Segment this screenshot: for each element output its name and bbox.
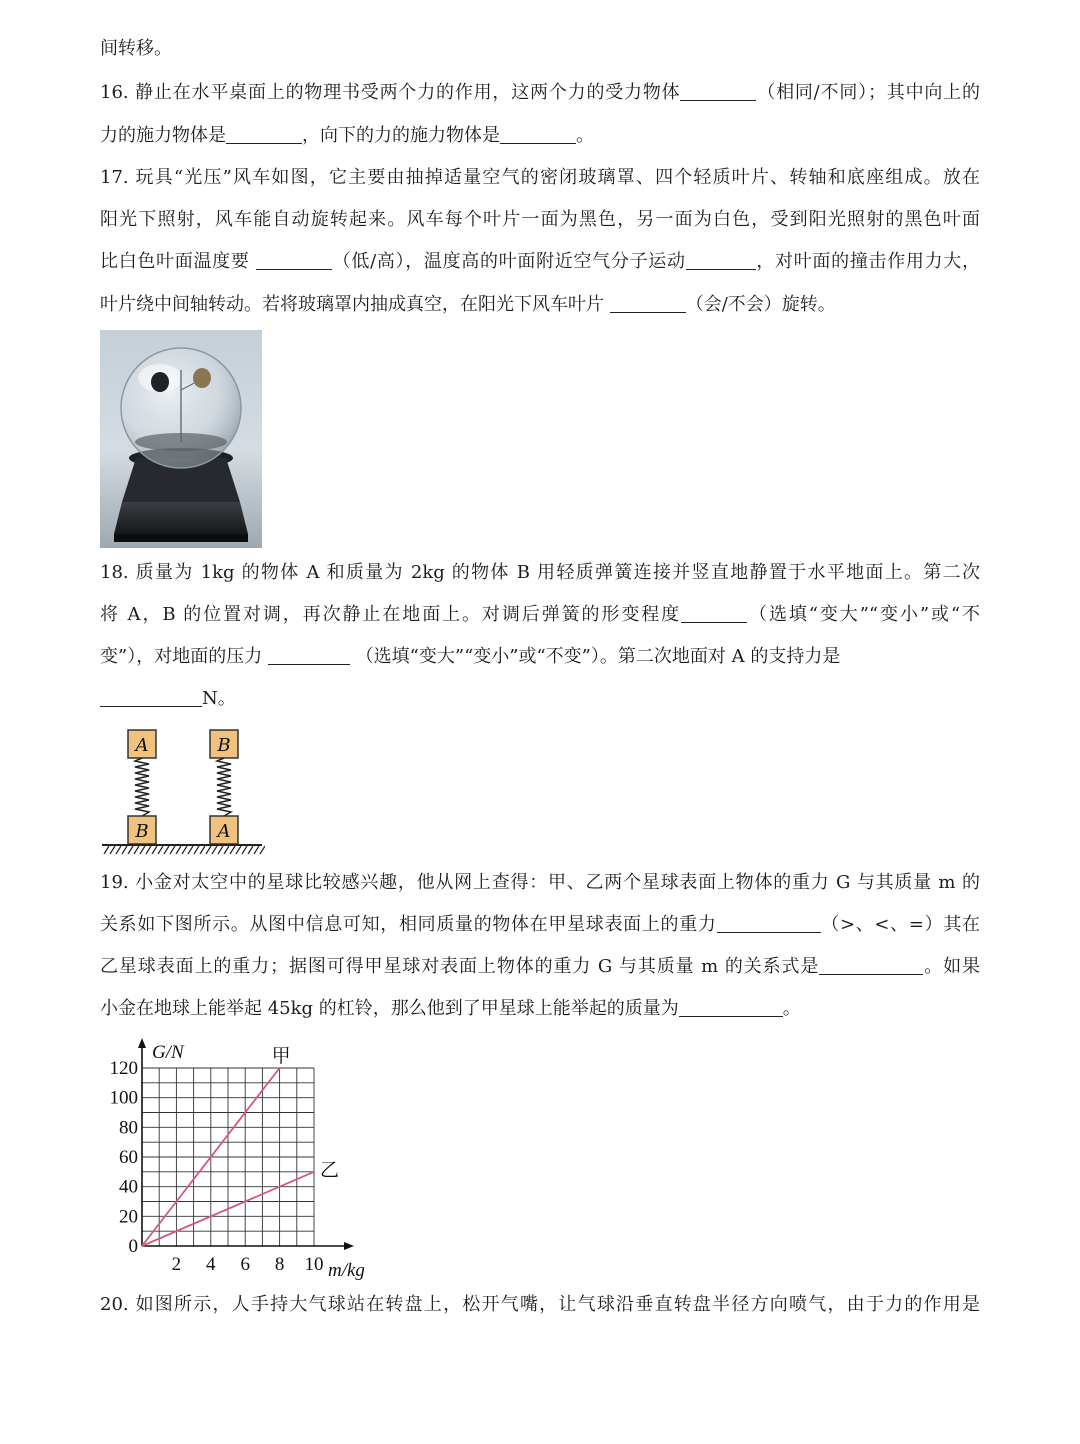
y-axis-label: G/N: [152, 1042, 184, 1063]
answer-blank[interactable]: [686, 251, 756, 270]
block-label: A: [135, 735, 149, 756]
answer-blank[interactable]: [610, 294, 686, 313]
answer-blank[interactable]: [819, 956, 923, 975]
block-label: B: [135, 821, 149, 842]
y-tick-label: 100: [109, 1087, 138, 1109]
ground-hatch: [104, 846, 265, 854]
q18-line-2: 将 A，B 的位置对调，再次静止在地面上。对调后弹簧的形变程度 （选填“变大”“变小”或“不: [100, 604, 981, 625]
answer-blank[interactable]: [681, 604, 747, 623]
q19-line-1: 19. 小金对太空中的星球比较感兴趣，他从网上查得：甲、乙两个星球表面上物体的重力 G 与其质量 m 的: [100, 872, 980, 893]
chart-axes: [138, 1038, 354, 1250]
answer-blank[interactable]: [500, 125, 576, 144]
y-tick-label: 60: [119, 1147, 138, 1168]
radiometer-photo: [100, 330, 262, 548]
answer-blank[interactable]: [679, 998, 783, 1017]
x-axis-label: m/kg: [328, 1260, 365, 1281]
text-line: 间转移。: [100, 38, 172, 59]
y-tick-label: 40: [119, 1176, 138, 1198]
x-tick-label: 10: [304, 1254, 324, 1275]
q19-line-4: 小金在地球上能举起 45kg 的杠铃，那么他到了甲星球上能举起的质量为 。: [100, 998, 801, 1019]
x-tick-label: 8: [274, 1254, 285, 1275]
answer-blank[interactable]: [268, 646, 350, 665]
q19-line-2: 关系如下图所示。从图中信息可知，相同质量的物体在甲星球表面上的重力 （>、<、=）其在: [100, 914, 981, 935]
block-label: A: [217, 821, 231, 842]
series-label: 甲: [271, 1046, 291, 1067]
x-tick-label: 2: [171, 1254, 182, 1275]
q17-line-2: 阳光下照射，风车能自动旋转起来。风车每个叶片一面为黑色，另一面为白色，受到阳光照射的黑色叶面: [100, 209, 980, 230]
x-tick-label: 4: [206, 1254, 216, 1275]
q16-line-1: 16. 静止在水平桌面上的物理书受两个力的作用，这两个力的受力物体 （相同/不同）；其中向上的: [100, 82, 980, 103]
answer-blank[interactable]: [226, 125, 302, 144]
y-axis-arrow: [138, 1038, 146, 1048]
q16-line-2: 力的施力物体是 ，向下的力的施力物体是 。: [100, 125, 594, 146]
q19-line-3: 乙星球表面上的重力；据图可得甲星球对表面上物体的重力 G 与其质量 m 的关系式是 。如果: [100, 956, 980, 977]
series-label: 乙: [320, 1159, 340, 1181]
q17-line-4: 叶片绕中间轴转动。若将玻璃罩内抽成真空，在阳光下风车叶片 （会/不会）旋转。: [100, 294, 836, 315]
q18-line-4: N。: [100, 686, 980, 712]
q17-line-1: 17. 玩具“光压”风车如图，它主要由抽掉适量空气的密闭玻璃罩、四个轻质叶片、转轴和底座组成。放在: [100, 167, 980, 188]
x-axis-arrow: [344, 1242, 354, 1250]
q18-line-3: 变”），对地面的压力 （选填“变大”“变小”或“不变”）。第二次地面对 A 的支持力是: [100, 646, 841, 667]
y-tick-label: 120: [109, 1058, 138, 1079]
block-label: B: [217, 735, 231, 756]
answer-blank[interactable]: [100, 688, 202, 707]
q20-line-1: 20. 如图所示，人手持大气球站在转盘上，松开气嘴，让气球沿垂直转盘半径方向喷气，由于力的作用是: [100, 1294, 980, 1315]
y-tick-label: 0: [128, 1236, 138, 1257]
chart-grid: [142, 1068, 314, 1246]
q17-line-3: 比白色叶面温度要 （低/高），温度高的叶面附近空气分子运动 ，对叶面的撞击作用力大，: [100, 251, 980, 272]
answer-blank[interactable]: [717, 914, 821, 933]
answer-blank[interactable]: [256, 251, 332, 270]
x-tick-label: 6: [240, 1254, 250, 1275]
answer-blank[interactable]: [680, 82, 756, 101]
q18-line-1: 18. 质量为 1kg 的物体 A 和质量为 2kg 的物体 B 用轻质弹簧连接并竖直地静置于水平地面上。第二次: [100, 562, 980, 583]
y-tick-label: 80: [119, 1117, 138, 1139]
y-tick-label: 20: [119, 1206, 138, 1228]
gravity-mass-graph: [100, 1034, 380, 1284]
spring-diagram: [100, 724, 265, 856]
